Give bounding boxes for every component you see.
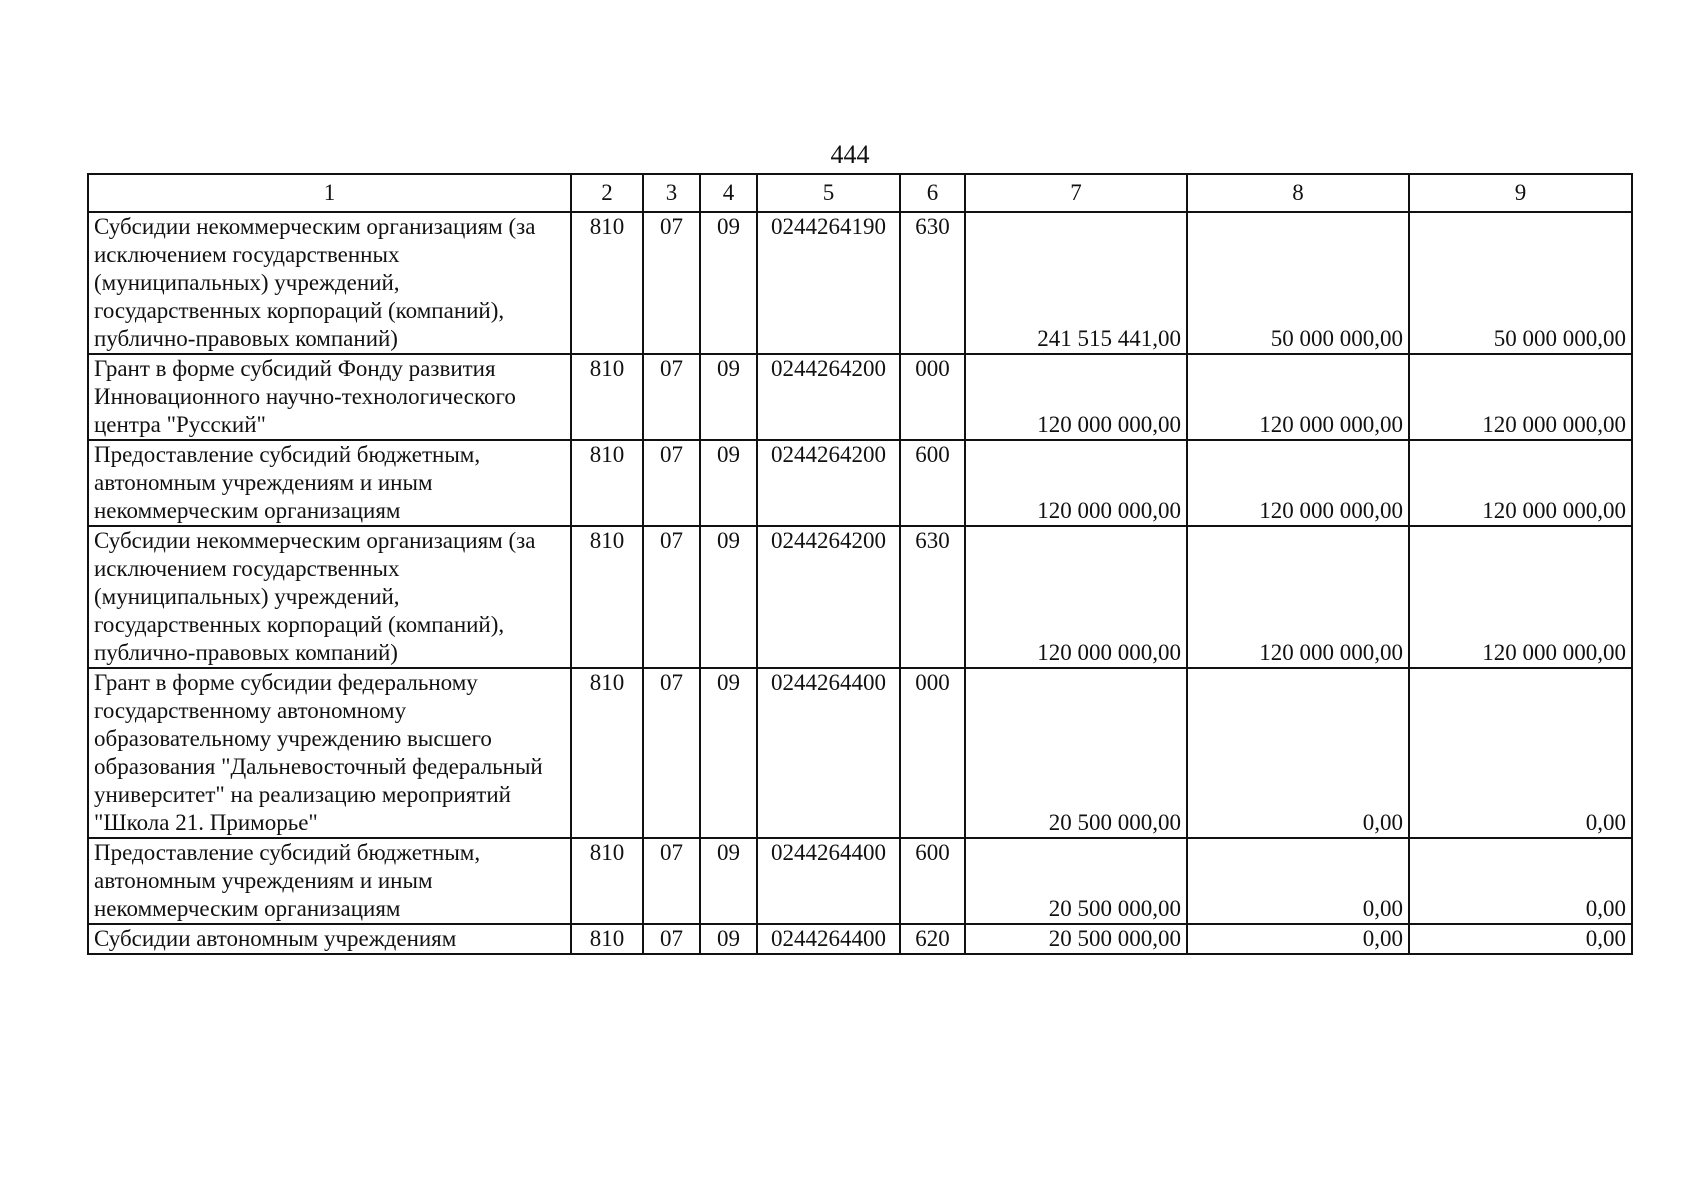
section-code: 07 [643,924,700,954]
column-header: 5 [757,174,900,212]
table-row [88,924,1632,954]
column-header: 1 [88,174,571,212]
table-row [88,668,1632,838]
row-name: Грант в форме субсидий Фонду развития Инновационного научно-технологического центра "Русский" [88,354,571,440]
subsection-code: 09 [700,354,757,440]
row-name: Субсидии некоммерческим организациям (за исключением государственных (муниципальных) учреждений, государственных корпораций (компаний), публично-правовых компаний) [88,212,571,354]
subsection-code: 09 [700,526,757,668]
expense-type-code: 600 [900,440,965,526]
ministry-code: 810 [571,924,643,954]
section-code: 07 [643,212,700,354]
section-code: 07 [643,668,700,838]
table-row [88,212,1632,354]
section-code: 07 [643,440,700,526]
ministry-code: 810 [571,838,643,924]
column-header: 6 [900,174,965,212]
amount-col-7: 20 500 000,00 [965,838,1187,924]
section-code: 07 [643,526,700,668]
target-article-code: 0244264200 [757,354,900,440]
subsection-code: 09 [700,838,757,924]
amount-col-7: 241 515 441,00 [965,212,1187,354]
amount-col-8: 120 000 000,00 [1187,354,1409,440]
table-row [88,440,1632,526]
subsection-code: 09 [700,668,757,838]
amount-col-7: 120 000 000,00 [965,440,1187,526]
expense-type-code: 000 [900,354,965,440]
row-name: Предоставление субсидий бюджетным, автономным учреждениям и иным некоммерческим организациям [88,838,571,924]
amount-col-8: 0,00 [1187,924,1409,954]
amount-col-7: 20 500 000,00 [965,924,1187,954]
page-number: 444 [830,140,870,169]
table-row [88,354,1632,440]
amount-col-7: 120 000 000,00 [965,354,1187,440]
amount-col-9: 0,00 [1409,924,1632,954]
ministry-code: 810 [571,526,643,668]
subsection-code: 09 [700,924,757,954]
target-article-code: 0244264200 [757,440,900,526]
amount-col-9: 0,00 [1409,838,1632,924]
target-article-code: 0244264400 [757,924,900,954]
expense-type-code: 620 [900,924,965,954]
section-code: 07 [643,838,700,924]
amount-col-9: 120 000 000,00 [1409,354,1632,440]
amount-col-8: 120 000 000,00 [1187,440,1409,526]
ministry-code: 810 [571,668,643,838]
target-article-code: 0244264200 [757,526,900,668]
ministry-code: 810 [571,354,643,440]
amount-col-9: 120 000 000,00 [1409,526,1632,668]
table-row [88,838,1632,924]
amount-col-7: 20 500 000,00 [965,668,1187,838]
subsection-code: 09 [700,212,757,354]
section-code: 07 [643,354,700,440]
amount-col-8: 0,00 [1187,668,1409,838]
column-header: 2 [571,174,643,212]
row-name: Грант в форме субсидии федеральному государственному автономному образовательному учреждению высшего образования "Дальневосточный федеральный университет" на реализацию мероприятий "Школа 21. Приморье" [88,668,571,838]
amount-col-8: 50 000 000,00 [1187,212,1409,354]
amount-col-9: 50 000 000,00 [1409,212,1632,354]
row-name: Субсидии автономным учреждениям [88,924,571,954]
budget-table [87,173,1633,955]
target-article-code: 0244264190 [757,212,900,354]
expense-type-code: 000 [900,668,965,838]
header-row [88,174,1632,212]
amount-col-7: 120 000 000,00 [965,526,1187,668]
expense-type-code: 630 [900,212,965,354]
amount-col-9: 120 000 000,00 [1409,440,1632,526]
ministry-code: 810 [571,212,643,354]
ministry-code: 810 [571,440,643,526]
target-article-code: 0244264400 [757,668,900,838]
subsection-code: 09 [700,440,757,526]
column-header: 9 [1409,174,1632,212]
column-header: 3 [643,174,700,212]
column-header: 7 [965,174,1187,212]
amount-col-8: 0,00 [1187,838,1409,924]
amount-col-8: 120 000 000,00 [1187,526,1409,668]
row-name: Субсидии некоммерческим организациям (за исключением государственных (муниципальных) учреждений, государственных корпораций (компаний), публично-правовых компаний) [88,526,571,668]
expense-type-code: 630 [900,526,965,668]
target-article-code: 0244264400 [757,838,900,924]
row-name: Предоставление субсидий бюджетным, автономным учреждениям и иным некоммерческим организациям [88,440,571,526]
column-header: 4 [700,174,757,212]
column-header: 8 [1187,174,1409,212]
table-row [88,526,1632,668]
expense-type-code: 600 [900,838,965,924]
amount-col-9: 0,00 [1409,668,1632,838]
